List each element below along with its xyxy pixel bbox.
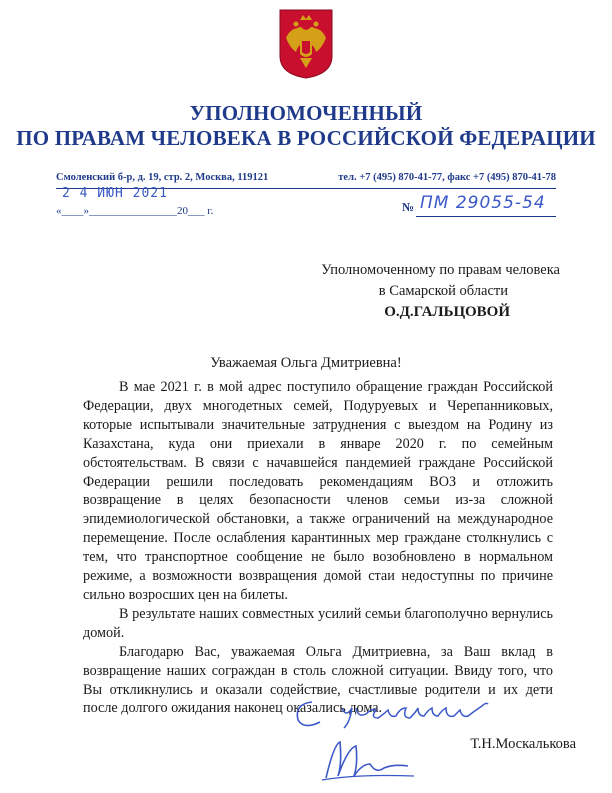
letter-body xyxy=(83,378,553,718)
letterhead-title-line1: УПОЛНОМОЧЕННЫЙ xyxy=(189,101,423,125)
date-stamp: 2 4 ИЮН 2021 xyxy=(62,186,168,201)
paragraph-2: В результате наших совместных усилий семьи благополучно вернулись домой. xyxy=(83,605,553,641)
recipient-line2: в Самарской области xyxy=(378,283,508,299)
handwritten-courtesy-signature xyxy=(290,688,500,734)
outgoing-number-handwritten: ПМ 29055-54 xyxy=(420,193,546,213)
signature-mark xyxy=(318,734,418,784)
russian-coat-of-arms-icon xyxy=(278,8,334,80)
recipient-name: О.Д.ГАЛЬЦОВОЙ xyxy=(384,304,510,320)
signer-name: Т.Н.Москалькова xyxy=(470,736,576,752)
date-template: «____»________________20___ г. xyxy=(56,205,214,217)
greeting: Уважаемая Ольга Дмитриевна! xyxy=(210,355,402,371)
office-phones: тел. +7 (495) 870-41-77, факс +7 (495) 870-41-78 xyxy=(338,172,556,183)
office-address: Смоленский б-р, д. 19, стр. 2, Москва, 119121 xyxy=(56,172,269,183)
paragraph-3: Благодарю Вас, уважаемая Ольга Дмитриевна, за Ваш вклад в возвращение наших сограждан в столь сложной ситуации. Ввиду того, что Вы откликнулись и оказали содействие, счастливые родители и их дети после долгого ожидания наконец оказались дома. xyxy=(83,643,553,717)
outgoing-number-label: № xyxy=(402,200,415,214)
letterhead-title-line2: ПО ПРАВАМ ЧЕЛОВЕКА В РОССИЙСКОЙ ФЕДЕРАЦИИ xyxy=(16,126,596,150)
outgoing-number-underline xyxy=(416,216,556,217)
recipient-line1: Уполномоченному по правам человека xyxy=(321,262,560,278)
paragraph-1: В мае 2021 г. в мой адрес поступило обращение граждан Российской Федерации, двух многодетных семей, Подуруевых и Черепанниковых, которые испытывали значительные затруднения с выездом на Родину из Казахстана, куда они приехали в январе 2020 г. по семейным обстоятельствам. В связи с начавшейся пандемией граждане Российской Федерации решили последовать рекомендациям ВОЗ и отложить возвращение в целях безопасности членов семьи из-за сложной эпидемиологической обстановки, а также ограничений на международное перемещение. После ослабления карантинных мер граждане столкнулись с тем, что транспортное сообщение не было возобновлено в нормальном режиме, а возможности возвращения домой стаи недоступны по причине сильно возросших цен на билеты. xyxy=(83,379,553,603)
